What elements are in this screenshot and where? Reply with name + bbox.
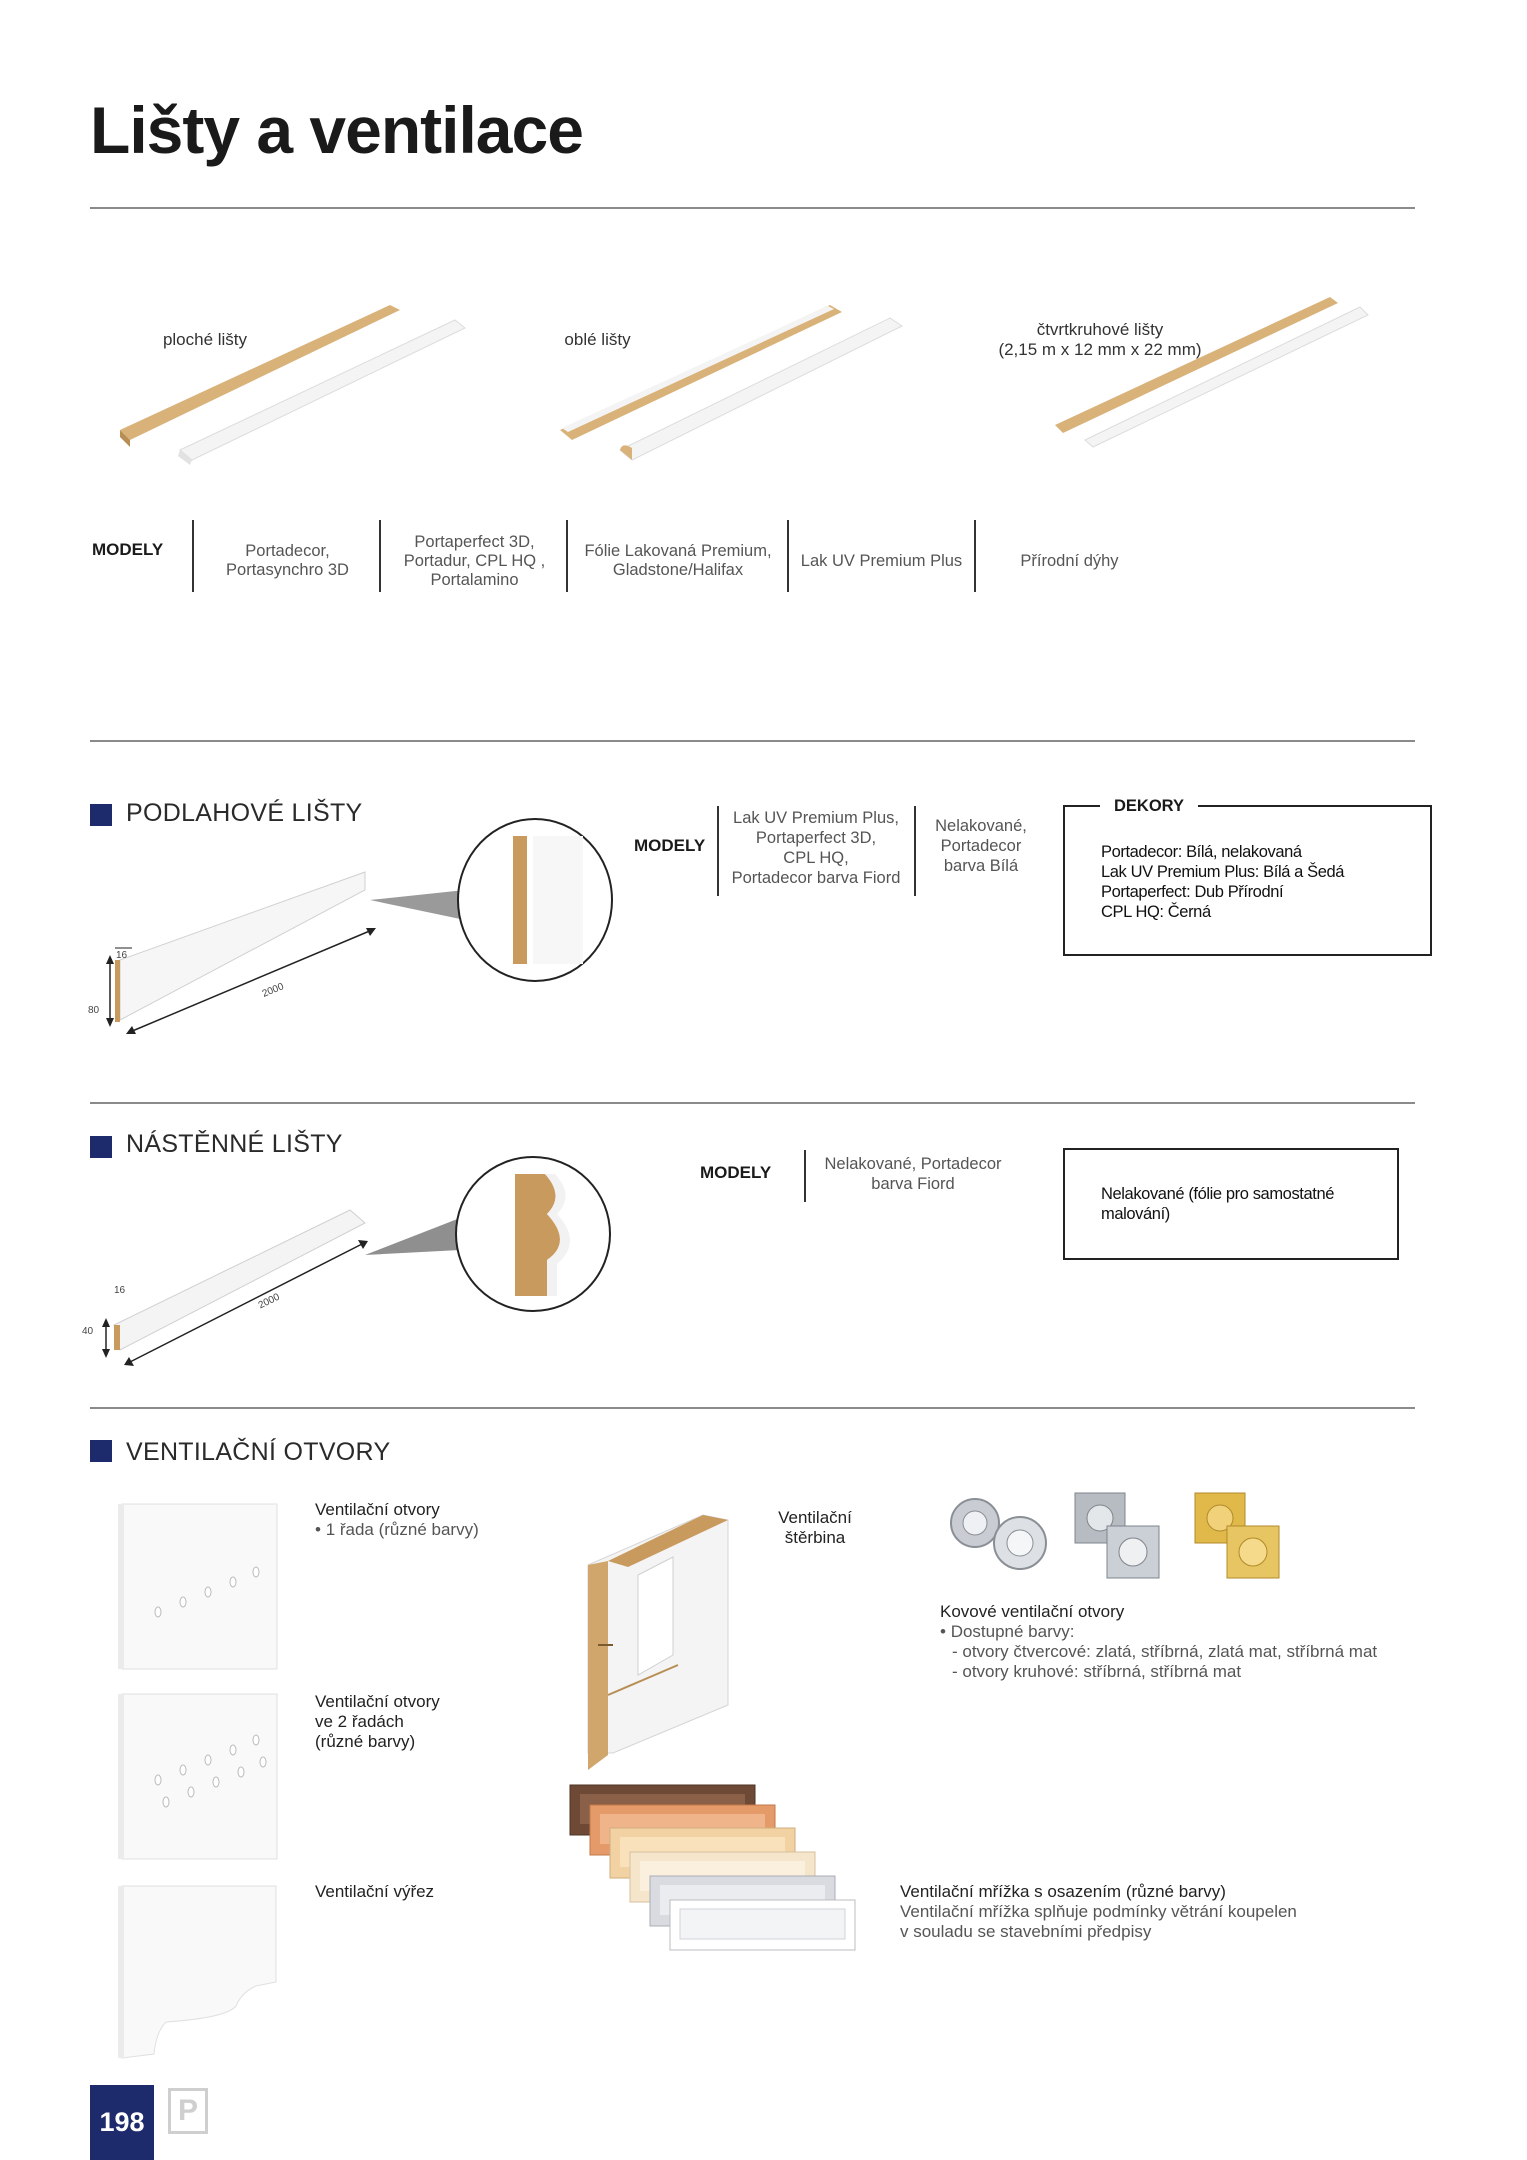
wall-dim-height: 40 xyxy=(82,1326,94,1337)
metal-vents-image xyxy=(945,1488,1315,1588)
square-silver-vent-icon xyxy=(1075,1493,1159,1578)
floor-trims-title: PODLAHOVÉ LIŠTY xyxy=(126,799,363,827)
model-cell-1: Portadecor, Portasynchro 3D xyxy=(226,542,349,579)
vent-row1-text: Ventilační otvory • 1 řada (různé barvy) xyxy=(315,1500,479,1539)
door-panel-one-row-image xyxy=(118,1500,283,1675)
grille-icon xyxy=(670,1900,855,1950)
door-slot-section-image xyxy=(568,1505,738,1775)
quarter-round-image xyxy=(1055,295,1375,455)
wall-profile-detail xyxy=(455,1156,611,1312)
vent-title: VENTILAČNÍ OTVORY xyxy=(126,1438,391,1466)
metal-vents-text: Kovové ventilační otvory • Dostupné barvy: - otvory čtvercové: zlatá, stříbrná, zlatá mat, stříbrná mat - otvory kruhové: stříbrná, stříbrná mat xyxy=(940,1602,1378,1681)
page-title: Lišty a ventilace xyxy=(90,93,583,167)
model-cell-5: Přírodní dýhy xyxy=(1020,551,1119,570)
section-divider xyxy=(90,740,1415,742)
floor-model-cell-1: Lak UV Premium Plus, Portaperfect 3D, CPL HQ, Portadecor barva Fiord xyxy=(731,809,901,887)
floor-profile-detail xyxy=(457,818,613,982)
column-divider xyxy=(974,520,976,592)
page-number: 198 xyxy=(90,2085,154,2160)
wall-model-cell: Nelakované, Portadecor barva Fiord xyxy=(824,1155,1002,1193)
floor-dim-height: 80 xyxy=(88,1005,100,1016)
column-divider xyxy=(717,806,719,896)
vent-grilles-image xyxy=(565,1780,875,1980)
section-divider xyxy=(90,1102,1415,1104)
decor-item: Portaperfect: Dub Přírodní xyxy=(1101,883,1284,901)
wall-trims-title: NÁSTĚNNÉ LIŠTY xyxy=(126,1130,343,1158)
section-marker-icon xyxy=(90,804,112,826)
decor-item: Lak UV Premium Plus: Bílá a Šedá xyxy=(1101,863,1345,881)
wall-models-label: MODELY xyxy=(700,1163,772,1182)
vent-row2-text: Ventilační otvory ve 2 řadách (různé barvy) xyxy=(315,1692,440,1751)
grille-text: Ventilační mřížka s osazením (různé barvy) Ventilační mřížka splňuje podmínky větrání koupelen v souladu se stavebními předpisy xyxy=(900,1882,1297,1941)
wall-dim-width: 16 xyxy=(114,1285,126,1296)
floor-dim-length: 2000 xyxy=(260,981,286,1000)
header-divider xyxy=(90,207,1415,209)
section-marker-icon xyxy=(90,1440,112,1462)
quarter-round-label-line2: (2,15 m x 12 mm x 22 mm) xyxy=(998,340,1202,359)
column-divider xyxy=(914,806,916,896)
model-cell-3: Fólie Lakovaná Premium, Gladstone/Halifax xyxy=(584,542,772,579)
flat-trim-label: ploché lišty xyxy=(162,330,248,349)
brand-logo: P xyxy=(168,2088,208,2134)
floor-models-label: MODELY xyxy=(634,836,706,855)
flat-trim-image xyxy=(120,300,470,470)
column-divider xyxy=(379,520,381,592)
decors-title: DEKORY xyxy=(1100,797,1198,816)
floor-model-cell-2: Nelakované, Portadecor barva Bílá xyxy=(935,817,1027,875)
wall-note: Nelakované (fólie pro samostatné malování) xyxy=(1101,1185,1335,1223)
column-divider xyxy=(192,520,194,592)
door-panel-two-rows-image xyxy=(118,1690,283,1865)
door-panel-cutout-image xyxy=(116,1882,286,2062)
decors-list xyxy=(1101,842,1344,922)
section-divider xyxy=(90,1407,1415,1409)
round-trim-image xyxy=(560,300,910,470)
column-divider xyxy=(804,1150,806,1202)
quarter-round-label-line1: čtvrtkruhové lišty xyxy=(1036,320,1164,339)
round-vent-icon xyxy=(951,1499,1046,1569)
vent-row3-text: Ventilační výřez xyxy=(315,1882,435,1901)
wall-dim-length: 2000 xyxy=(256,1291,282,1312)
model-cell-4: Lak UV Premium Plus xyxy=(800,551,963,570)
top-models-label: MODELY xyxy=(92,540,164,559)
square-gold-vent-icon xyxy=(1195,1493,1279,1578)
model-cell-2: Portaperfect 3D, Portadur, CPL HQ , Portalamino xyxy=(403,532,546,589)
round-trim-label: oblé lišty xyxy=(564,330,631,349)
column-divider xyxy=(787,520,789,592)
column-divider xyxy=(566,520,568,592)
slot-label: Ventilační štěrbina xyxy=(778,1508,852,1547)
decor-item: Portadecor: Bílá, nelakovaná xyxy=(1101,843,1302,861)
section-marker-icon xyxy=(90,1136,112,1158)
floor-dim-width: 16 xyxy=(116,950,128,961)
decor-item: CPL HQ: Černá xyxy=(1101,903,1211,921)
